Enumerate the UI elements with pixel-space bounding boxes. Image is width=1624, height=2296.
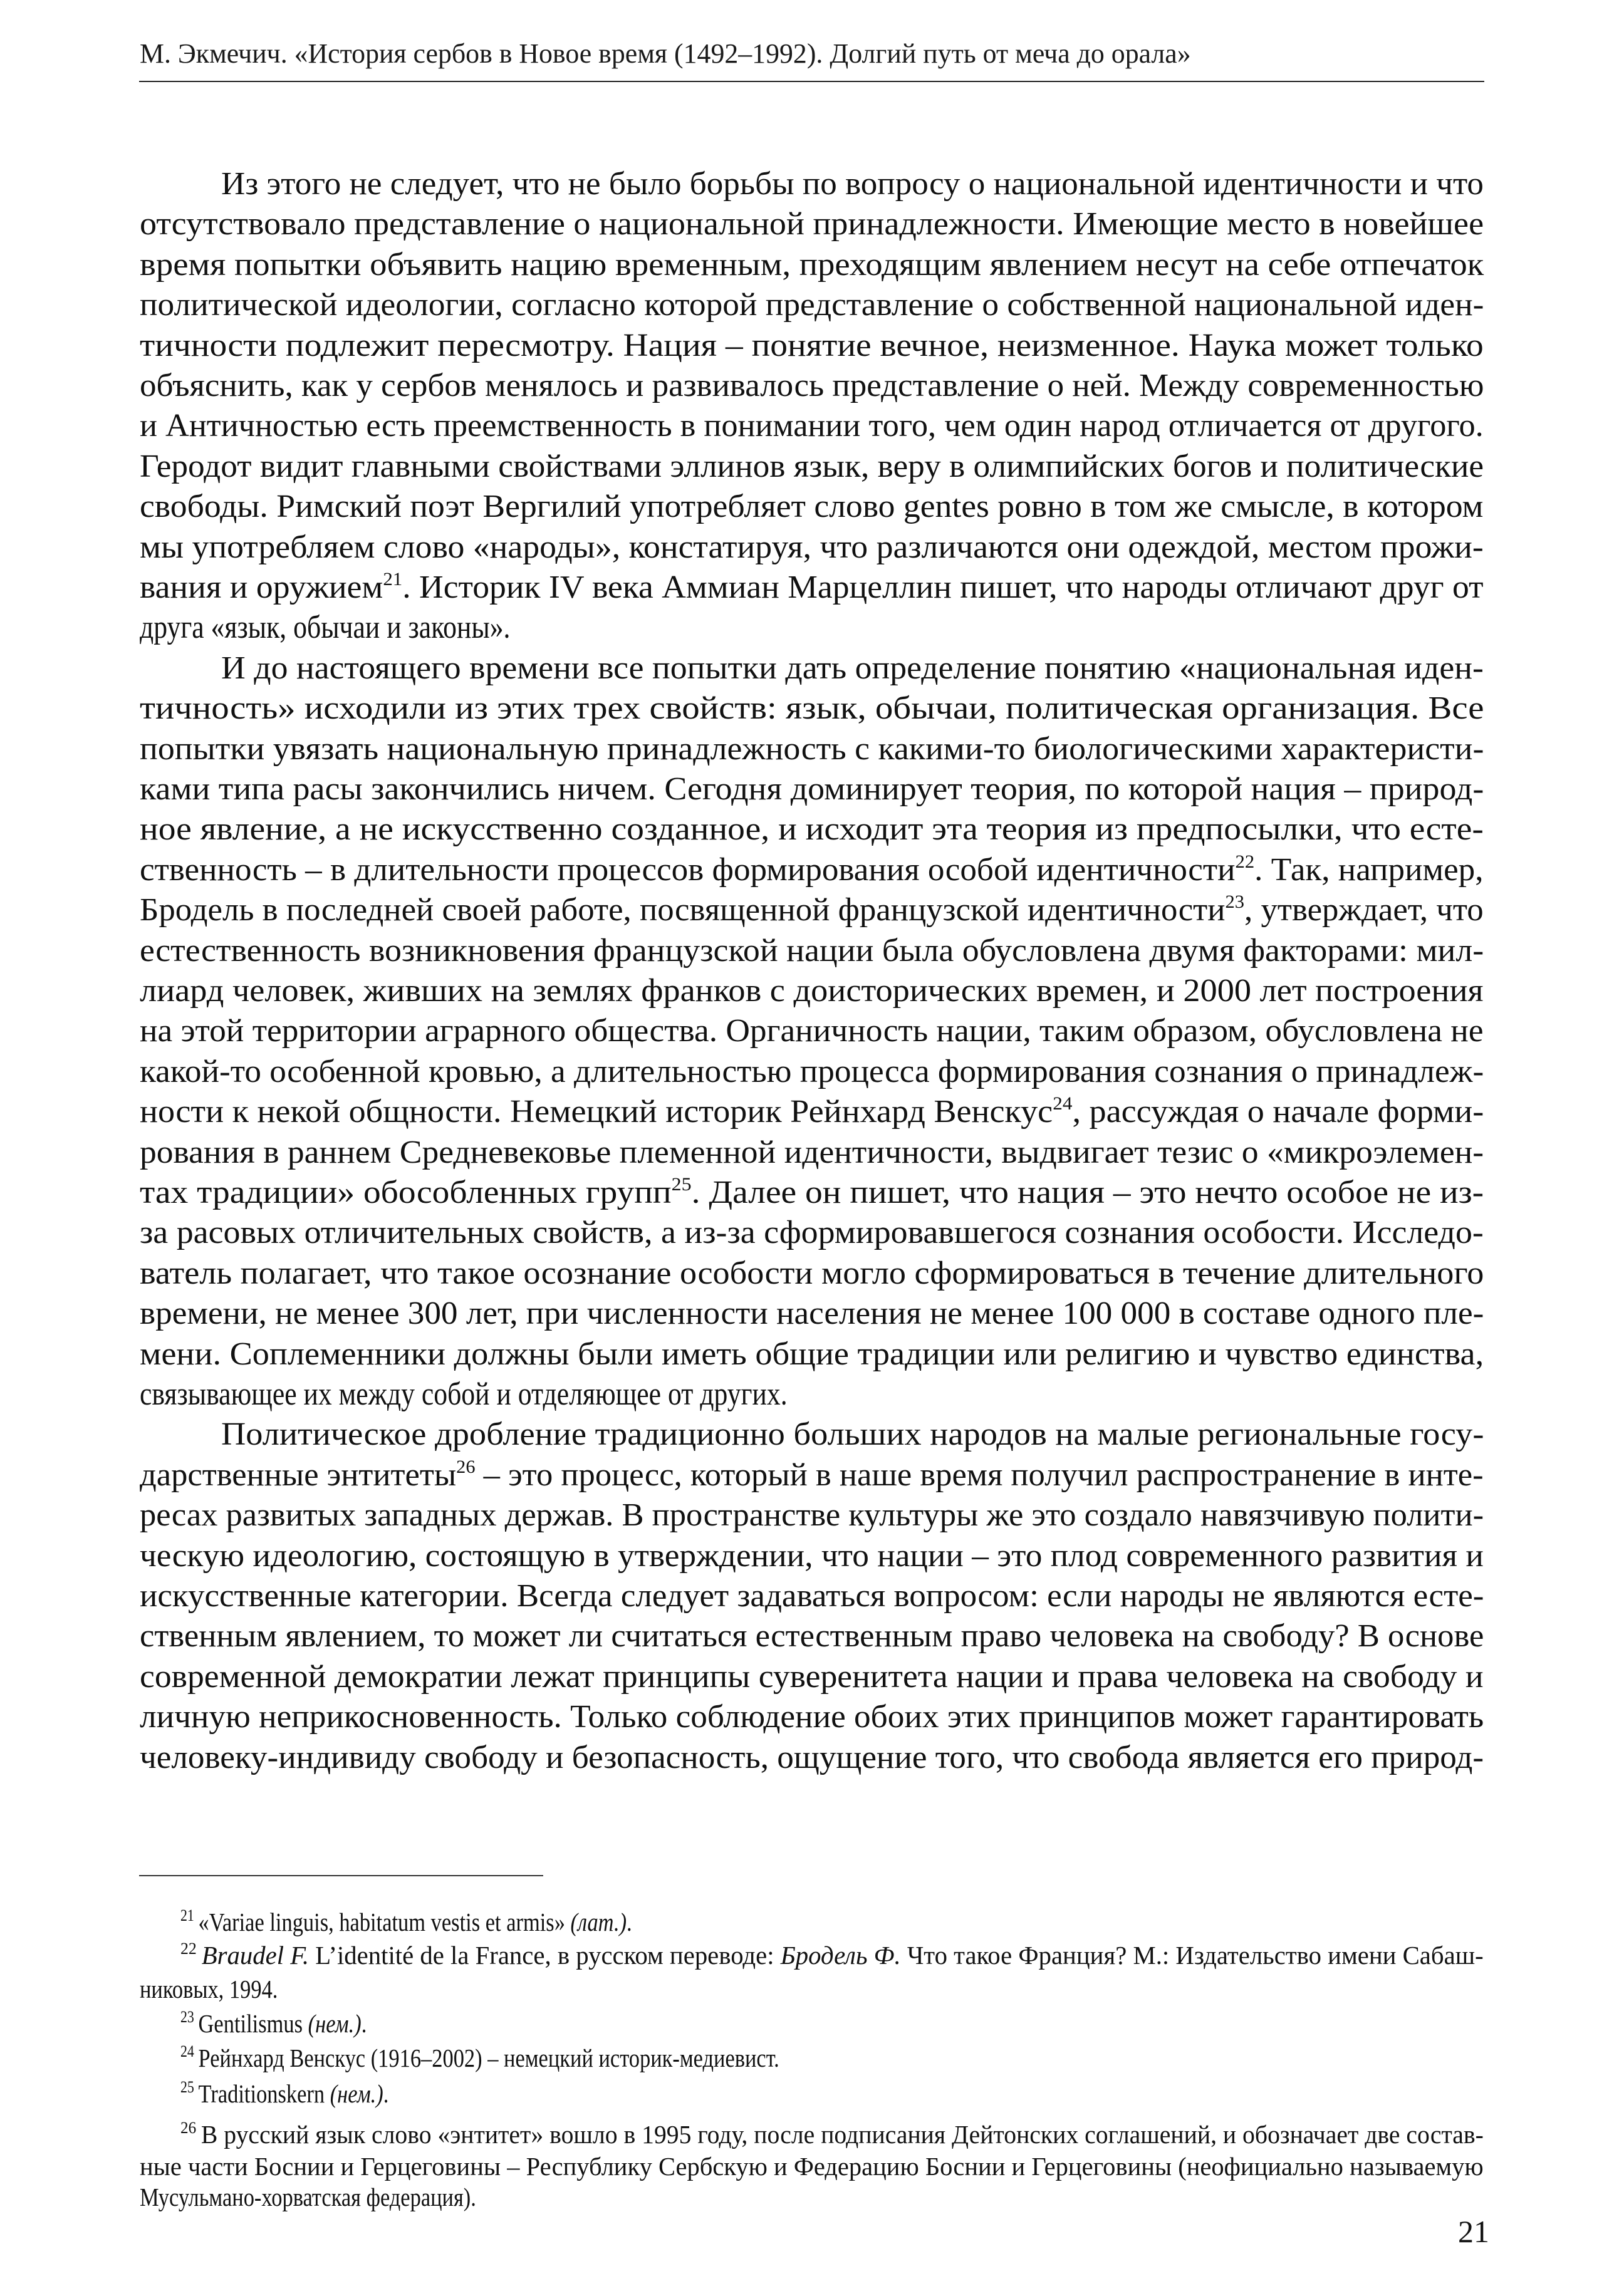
text-line xyxy=(140,769,1484,809)
text-line xyxy=(140,245,1484,285)
text-line xyxy=(140,1294,1484,1334)
text-line xyxy=(140,850,1484,890)
text-line xyxy=(140,1455,1484,1495)
text-line xyxy=(140,1697,1484,1737)
line-text: ности к некой общности. Немецкий историк Рейнхард Венскус xyxy=(140,1094,1053,1130)
line-text: – это процесс, который в наше время получил распространение в инте- xyxy=(475,1457,1484,1493)
line-text: вания и оружием xyxy=(140,569,383,605)
line-text: тах традиции» обособленных групп xyxy=(140,1175,672,1210)
footnote-italic-text: (нем.) xyxy=(308,2009,362,2038)
footnote-22 xyxy=(180,1940,1484,1975)
text-line xyxy=(140,204,1484,244)
text-line xyxy=(140,1052,1484,1092)
line-text: личную неприкосновенность. Только соблюдение обоих этих принципов может гарантировать xyxy=(140,1699,1484,1735)
line-text: попытки увязать национальную принадлежность с какими-то биологическими характеристи- xyxy=(140,730,1484,767)
text-line xyxy=(221,164,1484,204)
footnote-text: Что такое Франция? М.: Издательство имени Сабаш- xyxy=(900,1941,1484,1970)
line-text: объяснить, как у сербов менялось и развивалось представление о ней. Между современностью xyxy=(140,368,1484,403)
footnote-text: Мусульмано-хорватская федерация). xyxy=(140,2183,476,2211)
text-line xyxy=(140,1173,1484,1213)
footnote-text: В русский язык слово «энтитет» вошло в 1995 году, после подписания Дейтонских соглашений, и обозначает две состав- xyxy=(200,2120,1484,2149)
footnote-22 xyxy=(140,1973,278,2005)
text-line xyxy=(140,608,510,648)
running-head: М. Экмечич. «История сербов в Новое время (1492–1992). Долгий путь от меча до орала» xyxy=(140,38,1191,69)
line-text: ное явление, а не искусственно созданное, и исходит эта теория из предпосылки, что есте- xyxy=(140,811,1484,848)
footnote-26 xyxy=(140,2181,476,2213)
line-text: современной демократии лежат принципы суверенитета нации и права человека на свободу и xyxy=(140,1658,1484,1695)
footnote-italic-text: Braudel F. xyxy=(201,1941,310,1970)
text-line xyxy=(140,971,1484,1011)
line-text: рования в раннем Средневековье племенной идентичности, выдвигает тезис о «микроэлемен- xyxy=(140,1134,1484,1170)
footnote-text: Traditionskern xyxy=(198,2079,330,2108)
line-text: ственным явлением, то может ли считаться естественным право человека на свободу? В основе xyxy=(140,1618,1484,1654)
text-line xyxy=(140,729,1484,769)
text-line xyxy=(140,890,1484,930)
line-text: и Античностью есть преемственность в понимании того, чем один народ отличается от другого. xyxy=(140,408,1484,444)
line-text: отсутствовало представление о национальной принадлежности. Имеющие место в новейшее xyxy=(140,206,1484,242)
footnote-number: 22 xyxy=(180,1940,197,1958)
line-text: мы употребляем слово «народы», констатируя, что различаются они одеждой, местом прожи- xyxy=(140,529,1484,565)
text-line xyxy=(140,1213,1484,1253)
line-text: . Далее он пишет, что нация – это нечто особое не из- xyxy=(691,1175,1484,1210)
footnote-text: Gentilismus xyxy=(198,2009,308,2038)
text-line xyxy=(221,1415,1484,1455)
line-text: ственность – в длительности процессов формирования особой идентичности xyxy=(140,851,1236,888)
line-text: какой-то особенной кровью, а длительностью процесса формирования сознания о принадлеж- xyxy=(140,1053,1484,1089)
line-text: искусственные категории. Всегда следует задаваться вопросом: если народы не являются есте- xyxy=(140,1578,1484,1614)
line-text: тичности подлежит пересмотру. Нация – понятие вечное, неизменное. Наука может только xyxy=(140,327,1484,363)
footnote-italic-text: (лат.) xyxy=(570,1908,627,1936)
footnote-italic-text: Бродель Ф. xyxy=(780,1941,901,1970)
footnote-text: . xyxy=(383,2079,389,2108)
line-text: ческую идеологию, состоящую в утверждении, что нации – это плод современного развития и xyxy=(140,1537,1484,1574)
line-text: мени. Соплеменники должны были иметь общие традиции или религию и чувство единства, xyxy=(140,1336,1484,1372)
text-line xyxy=(140,1738,1484,1778)
footnote-reference[interactable]: 24 xyxy=(1053,1093,1073,1114)
line-text: . Так, например, xyxy=(1254,851,1484,888)
line-text: дарственные энтитеты xyxy=(140,1457,457,1493)
footnote-number: 24 xyxy=(180,2042,194,2060)
footnote-number: 21 xyxy=(180,1906,194,1925)
line-text: ватель полагает, что такое осознание особости могло сформироваться в течение длительного xyxy=(140,1255,1484,1291)
line-text: ресах развитых западных держав. В пространстве культуры же это создало навязчивую полити- xyxy=(140,1497,1484,1534)
footnote-text: L’identité de la France, в русском переводе: xyxy=(309,1941,781,1970)
line-text: Политическое дробление традиционно больших народов на малые региональные госу- xyxy=(221,1416,1484,1453)
footnote-text: ные части Боснии и Герцеговины – Республику Сербскую и Федерацию Боснии и Герцеговины (неофициально называемую xyxy=(140,2152,1484,2181)
text-line xyxy=(140,1576,1484,1616)
line-text: Геродот видит главными свойствами эллинов язык, веру в олимпийских богов и политические xyxy=(140,448,1484,484)
footnote-separator xyxy=(139,1875,543,1876)
text-line xyxy=(140,688,1484,729)
footnote-24 xyxy=(180,2042,779,2077)
line-text: время попытки объявить нацию временным, преходящим явлением несут на себе отпечаток xyxy=(140,246,1484,283)
line-text: политической идеологии, согласно которой представление о собственной национальной иден- xyxy=(140,287,1484,323)
text-line xyxy=(140,931,1484,971)
line-text: тичность» исходили из этих трех свойств: язык, обычаи, политическая организация. Все xyxy=(140,690,1484,727)
footnote-text: «Variae linguis, habitatum vestis et armis» xyxy=(198,1908,571,1936)
text-line xyxy=(140,1536,1484,1576)
line-text: , утверждает, что xyxy=(1244,892,1484,928)
text-line xyxy=(140,1133,1484,1173)
footnote-reference[interactable]: 25 xyxy=(671,1174,692,1195)
text-line xyxy=(140,527,1484,568)
text-line xyxy=(140,487,1483,527)
line-text: на этой территории аграрного общества. Органичность нации, таким образом, обусловлена не xyxy=(140,1013,1484,1049)
footnote-italic-text: (нем.) xyxy=(330,2079,383,2108)
text-line xyxy=(140,1011,1484,1051)
footnote-number: 23 xyxy=(180,2008,194,2026)
footnote-text: . xyxy=(627,1908,632,1936)
text-line xyxy=(140,1616,1484,1656)
text-line xyxy=(140,1374,788,1415)
footnote-number: 25 xyxy=(180,2078,194,2096)
line-text: времени, не менее 300 лет, при численности населения не менее 100 000 в составе одного пле- xyxy=(140,1296,1484,1332)
footnote-reference[interactable]: 22 xyxy=(1235,851,1255,872)
line-text: свободы. Римский поэт Вергилий употребляет слово gentes ровно в том же смысле, в котором xyxy=(140,489,1484,525)
text-line xyxy=(140,447,1484,487)
footnote-25 xyxy=(180,2078,388,2113)
page-number: 21 xyxy=(1458,2214,1489,2249)
text-line xyxy=(140,809,1484,849)
text-line xyxy=(140,1254,1484,1294)
line-text: Бродель в последней своей работе, посвященной французской идентичности xyxy=(140,892,1226,928)
footnote-text: Рейнхард Венскус (1916–2002) – немецкий историк-медиевист. xyxy=(198,2044,779,2072)
footnote-text: . xyxy=(361,2009,367,2038)
footnote-text: никовых, 1994. xyxy=(140,1975,278,2003)
line-text: связывающее их между собой и отделяющее от других. xyxy=(140,1376,788,1412)
line-text: естественность возникновения французской нации была обусловлена двумя факторами: мил- xyxy=(140,932,1484,969)
header-rule xyxy=(139,81,1484,82)
line-text: , рассуждая о начале форми- xyxy=(1072,1094,1484,1130)
text-line xyxy=(221,648,1484,688)
text-line xyxy=(140,406,1484,446)
line-text: друга «язык, обычаи и законы». xyxy=(140,610,511,646)
line-text: . Историк IV века Аммиан Марцеллин пишет, что народы отличают друг от xyxy=(402,569,1484,605)
text-line xyxy=(140,1334,1484,1374)
footnote-number: 26 xyxy=(180,2119,197,2137)
line-text: человеку-индивиду свободу и безопасность, ощущение того, что свобода является его природ- xyxy=(140,1739,1484,1775)
text-line xyxy=(140,366,1484,406)
text-line xyxy=(140,1495,1484,1535)
footnote-21 xyxy=(180,1906,632,1941)
footnote-26 xyxy=(140,2151,1484,2182)
text-line xyxy=(140,1657,1484,1697)
text-line xyxy=(140,326,1484,366)
line-text: И до настоящего времени все попытки дать определение понятию «национальная иден- xyxy=(221,650,1484,686)
line-text: Из этого не следует, что не было борьбы по вопросу о национальной идентичности и что xyxy=(221,166,1484,202)
line-text: ками типа расы закончились ничем. Сегодня доминирует теория, по которой нация – природ- xyxy=(140,771,1484,807)
footnote-reference[interactable]: 23 xyxy=(1225,891,1245,913)
line-text: за расовых отличительных свойств, а из-за сформировавшегося сознания особости. Исследо- xyxy=(140,1215,1484,1251)
line-text: лиард человек, живших на землях франков с доисторических времен, и 2000 лет построения xyxy=(140,973,1484,1009)
footnote-23 xyxy=(180,2008,367,2043)
text-line xyxy=(140,285,1484,325)
footnote-reference[interactable]: 21 xyxy=(383,569,403,590)
footnote-reference[interactable]: 26 xyxy=(456,1456,476,1477)
footnote-26 xyxy=(180,2119,1484,2154)
text-line xyxy=(140,1092,1484,1132)
text-line xyxy=(140,568,1484,608)
